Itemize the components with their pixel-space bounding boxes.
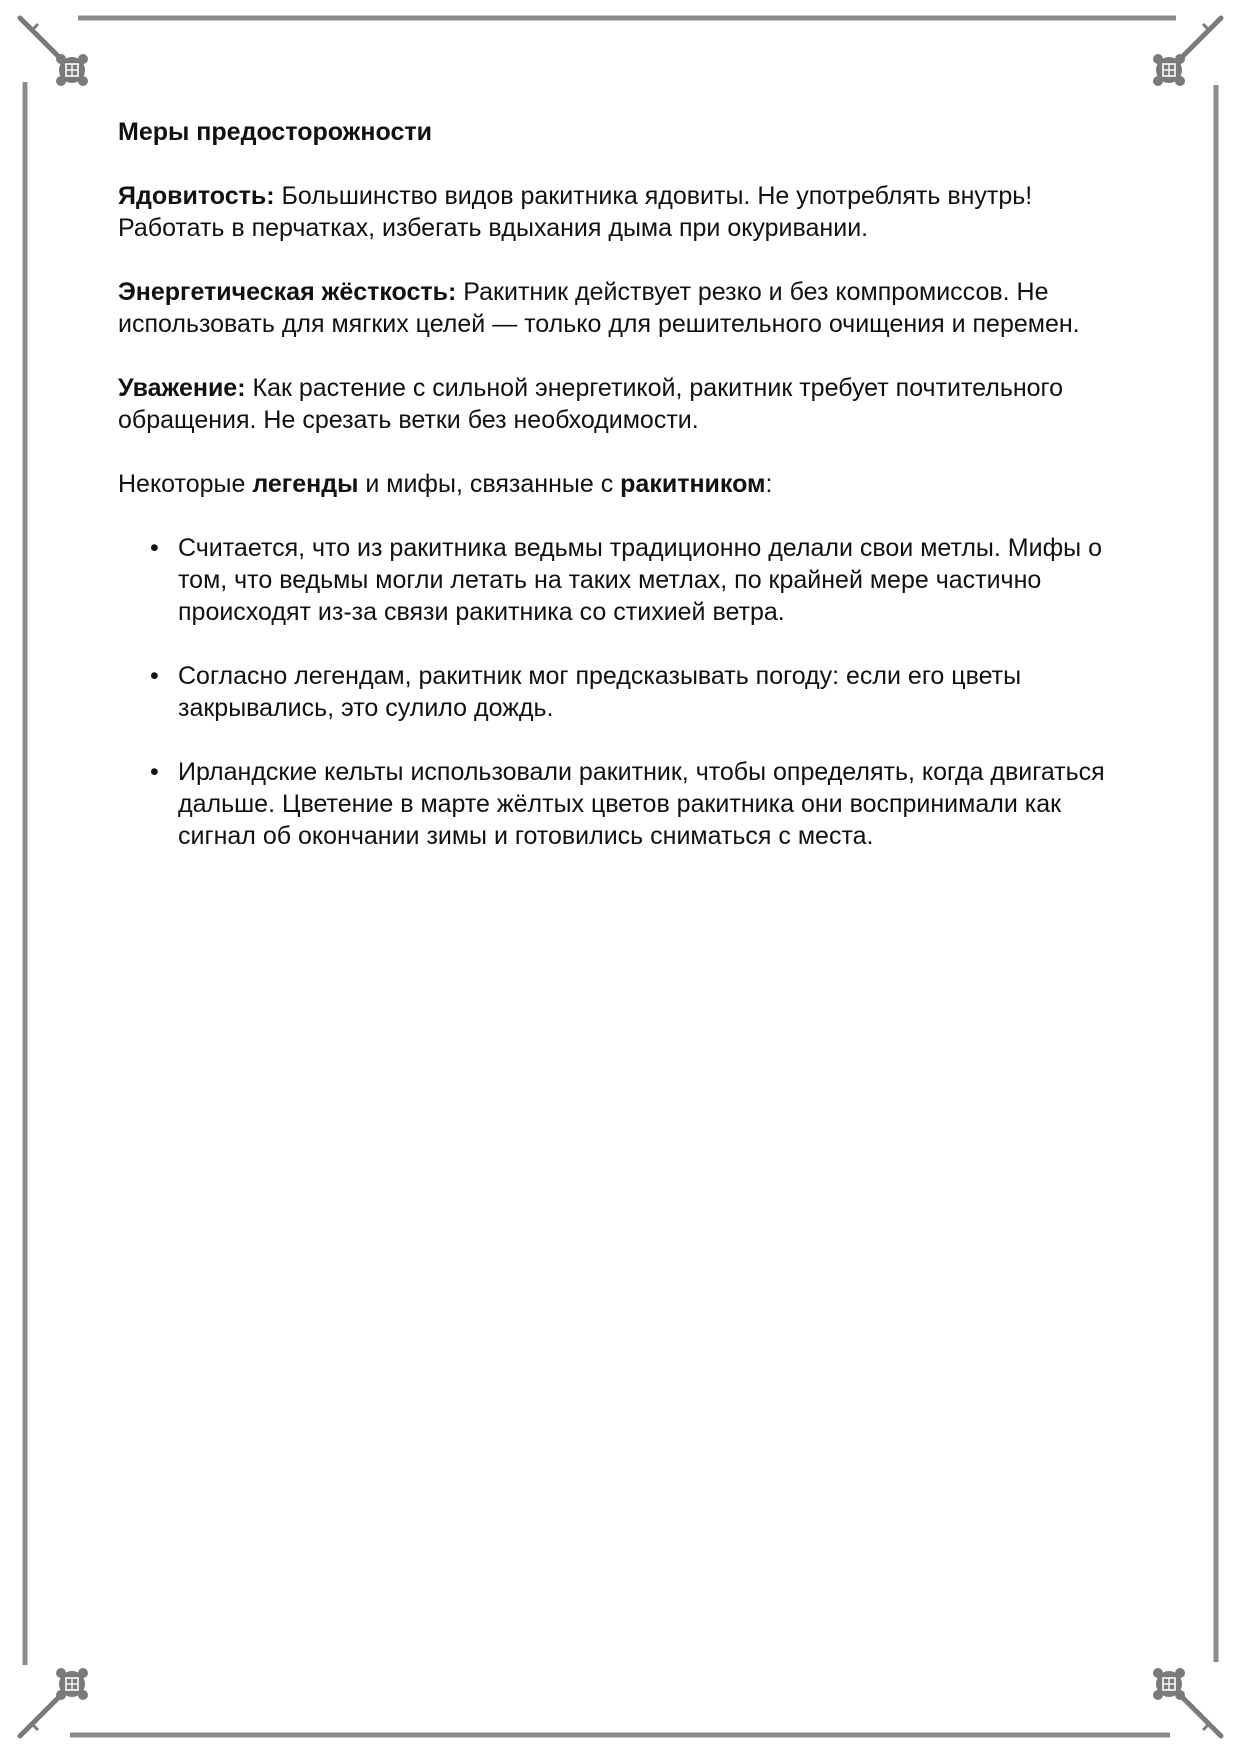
document-content [118, 116, 1128, 884]
intro-bold-legends: легенды [252, 470, 359, 498]
precaution-term: Ядовитость: [118, 182, 275, 210]
bottom-right-key-ornament-icon [1153, 1668, 1221, 1736]
list-item-text: Считается, что из ракитника ведьмы традиционно делали свои метлы. Мифы о том, что ведьмы могли летать на таких метлах, по крайней мере частично происходят из-за связи ракитника со стихией ветра. [178, 534, 1102, 626]
intro-text: Некоторые [118, 470, 253, 498]
precaution-text: Большинство видов ракитника ядовиты. Не употреблять внутрь! Работать в перчатках, избегать вдыхания дыма при окуривании. [118, 182, 1033, 242]
precaution-term: Уважение: [118, 374, 246, 402]
legends-intro [118, 468, 1128, 500]
intro-bold-broom: ракитником [620, 470, 766, 498]
precaution-term: Энергетическая жёсткость: [118, 278, 457, 306]
list-item-text: Согласно легендам, ракитник мог предсказывать погоду: если его цветы закрывались, это сулило дождь. [178, 662, 1022, 722]
page-title: Меры предосторожности [118, 118, 432, 146]
bullet-icon: • [150, 534, 159, 562]
intro-text: и мифы, связанные с [358, 470, 621, 498]
list-item [150, 660, 1128, 724]
precaution-respect [118, 372, 1128, 436]
legends-list [118, 532, 1128, 852]
top-left-key-ornament-icon [20, 18, 88, 86]
bullet-icon: • [150, 758, 159, 786]
top-right-key-ornament-icon [1153, 18, 1221, 86]
list-item [150, 532, 1128, 628]
precaution-text: Ракитник действует резко и без компромиссов. Не использовать для мягких целей — только для решительного очищения и перемен. [118, 278, 1080, 338]
precaution-energy [118, 276, 1128, 340]
precaution-toxicity [118, 180, 1128, 244]
bottom-left-key-ornament-icon [20, 1668, 88, 1736]
intro-text: : [765, 470, 773, 498]
bullet-icon: • [150, 662, 159, 690]
precaution-text: Как растение с сильной энергетикой, ракитник требует почтительного обращения. Не срезать ветки без необходимости. [118, 374, 1064, 434]
list-item-text: Ирландские кельты использовали ракитник, чтобы определять, когда двигаться дальше. Цветение в марте жёлтых цветов ракитника они воспринимали как сигнал об окончании зимы и готовились сниматься с места. [178, 758, 1105, 850]
list-item [150, 756, 1128, 852]
